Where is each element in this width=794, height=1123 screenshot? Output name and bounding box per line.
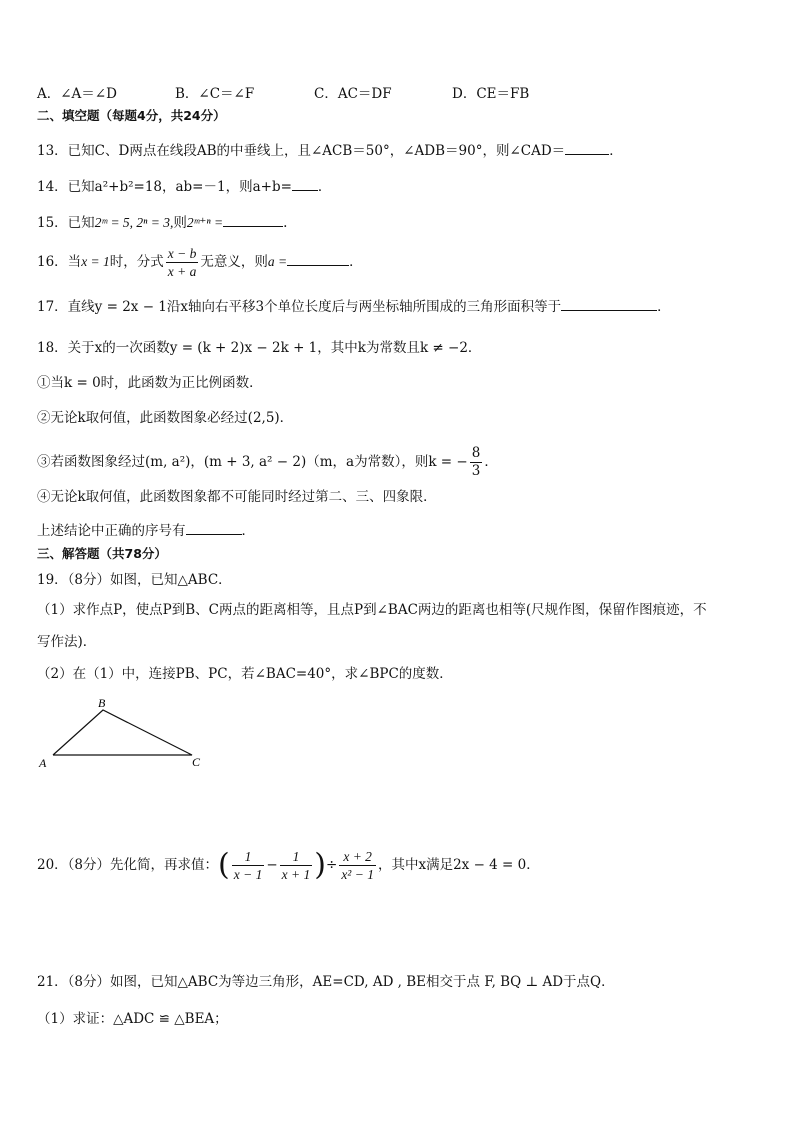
- q16-blank: [287, 251, 349, 266]
- question-20: 20．（8分）先化简，再求值：( $\frac{1}{x - 1}$ − $\frac{1}{x + 1}$ )÷ $\frac{x + 2}{\text{x² − 1}}$ ，其中x满足2x − 4 = 0．: [37, 847, 540, 883]
- q17-blank: [561, 296, 657, 311]
- q15-mid: 则: [173, 215, 187, 231]
- q14-text: 14．已知a²+b²=18，ab=－1，则a+b=: [37, 179, 292, 195]
- question-13: 13．已知C、D两点在线段AB的中垂线上，且∠ACB＝50°，∠ADB＝90°，则∠CAD＝ ．: [37, 140, 623, 160]
- q16-denominator: x + a: [167, 264, 197, 279]
- q20-suffix: ，其中x满足2x − 4 = 0．: [377, 857, 540, 873]
- q18-s3-fraction: [470, 445, 483, 480]
- q16-condition: x = 1: [81, 254, 110, 269]
- q20-f1-numerator: 1: [232, 848, 265, 866]
- q20-f2-denominator: x + 1: [281, 867, 311, 882]
- choice-c: C．AC＝DF: [314, 86, 392, 102]
- q18-statement-1: ①当k = 0时，此函数为正比例函数．: [37, 375, 263, 391]
- choice-a: A．∠A＝∠D: [37, 86, 117, 102]
- q18-ask: 上述结论中正确的序号有 ．: [37, 520, 255, 540]
- q19-part1-cont: 写作法)．: [37, 634, 97, 650]
- q18-ask-text: 上述结论中正确的序号有: [37, 523, 186, 539]
- q20-close-paren: ): [314, 847, 326, 883]
- q16-ask: a =: [267, 254, 288, 269]
- q15-expression: 2ᵐ⁺ⁿ =: [186, 215, 224, 230]
- q20-fraction-3: [339, 848, 376, 883]
- q15-condition: 2ᵐ = 5, 2ⁿ = 3,: [94, 215, 174, 230]
- choice-d: D．CE＝FB: [452, 86, 530, 102]
- question-16: 16．当x = 1时，分式 $\frac{x - b}{x + a}$ 无意义，则a = ．: [37, 246, 363, 279]
- label-c: C: [192, 755, 201, 769]
- q13-text: 13．已知C、D两点在线段AB的中垂线上，且∠ACB＝50°，∠ADB＝90°，则∠CAD＝: [37, 143, 566, 159]
- q18-statement-2: ②无论k取何值，此函数图象必经过(2,5)．: [37, 410, 294, 426]
- q18-statement-3: ③若函数图象经过(m, a²)，(m + 3, a² − 2)（m，a为常数），则k = − $\frac{8}{3}$ ．: [37, 445, 498, 479]
- q21-stem: 21．（8分）如图，已知△ABC为等边三角形，AE=CD, AD , BE相交于点 F, BQ ⊥ AD于点Q．: [37, 974, 615, 990]
- label-b: B: [98, 696, 106, 710]
- question-15: 15．已知2ᵐ = 5, 2ⁿ = 3,则2ᵐ⁺ⁿ = .: [37, 212, 287, 232]
- triangle-abc-figure: [36, 692, 216, 772]
- q18-stem: 18．关于x的一次函数y = (k + 2)x − 2k + 1，其中k为常数且k ≠ −2．: [37, 340, 482, 356]
- q18-s3-text: ③若函数图象经过(m, a²)，(m + 3, a² − 2)（m，a为常数），则k = −: [37, 454, 468, 470]
- section-3-title: 三、解答题（共78分）: [37, 546, 167, 561]
- q13-blank: [565, 140, 609, 155]
- q16-mid: 时，分式: [109, 254, 164, 270]
- q20-fraction-1: [232, 848, 265, 883]
- q18-statement-4: ④无论k取何值，此函数图象都不可能同时经过第二、三、四象限．: [37, 489, 437, 505]
- q18-s3-denominator: 3: [471, 463, 481, 479]
- q20-open-paren: (: [218, 847, 230, 883]
- q21-part1: （1）求证：△ADC ≌ △BEA；: [37, 1011, 228, 1027]
- q19-part2: （2）在（1）中，连接PB、PC，若∠BAC=40°，求∠BPC的度数．: [37, 666, 453, 682]
- q19-part1: （1）求作点P，使点P到B、C两点的距离相等，且点P到∠BAC两边的距离也相等(尺规作图，保留作图痕迹，不: [37, 602, 707, 618]
- q17-text: 17．直线y = 2x − 1沿x轴向右平移3个单位长度后与两坐标轴所围成的三角形面积等于: [37, 299, 562, 315]
- choice-b: B．∠C＝∠F: [175, 86, 255, 102]
- q15-blank: [223, 212, 283, 227]
- question-17: 17．直线y = 2x − 1沿x轴向右平移3个单位长度后与两坐标轴所围成的三角形面积等于 ．: [37, 296, 671, 316]
- q15-prefix: 15．已知: [37, 215, 95, 231]
- q18-blank: [186, 520, 242, 535]
- q16-numerator: x − b: [167, 246, 197, 261]
- q18-s3-numerator: 8: [471, 445, 481, 461]
- q20-f3-numerator: x + 2: [339, 848, 376, 866]
- q19-stem: 19．（8分）如图，已知△ABC．: [37, 572, 232, 588]
- q16-fraction: [166, 245, 199, 280]
- triangle-abc: [53, 710, 192, 755]
- q20-f3-denominator: x² − 1: [341, 867, 374, 882]
- q20-f1-denominator: x − 1: [233, 867, 263, 882]
- question-14: 14．已知a²+b²=18，ab=－1，则a+b= ．: [37, 176, 331, 196]
- q20-fraction-2: [280, 848, 313, 883]
- q16-suffix: 无意义，则: [200, 254, 268, 270]
- q16-prefix: 16．当: [37, 254, 82, 270]
- q20-prefix: 20．（8分）先化简，再求值：: [37, 857, 219, 873]
- q14-blank: [292, 176, 318, 191]
- label-a: A: [39, 756, 47, 770]
- section-2-title: 二、填空题（每题4分，共24分）: [37, 108, 226, 123]
- q20-f2-numerator: 1: [280, 848, 313, 866]
